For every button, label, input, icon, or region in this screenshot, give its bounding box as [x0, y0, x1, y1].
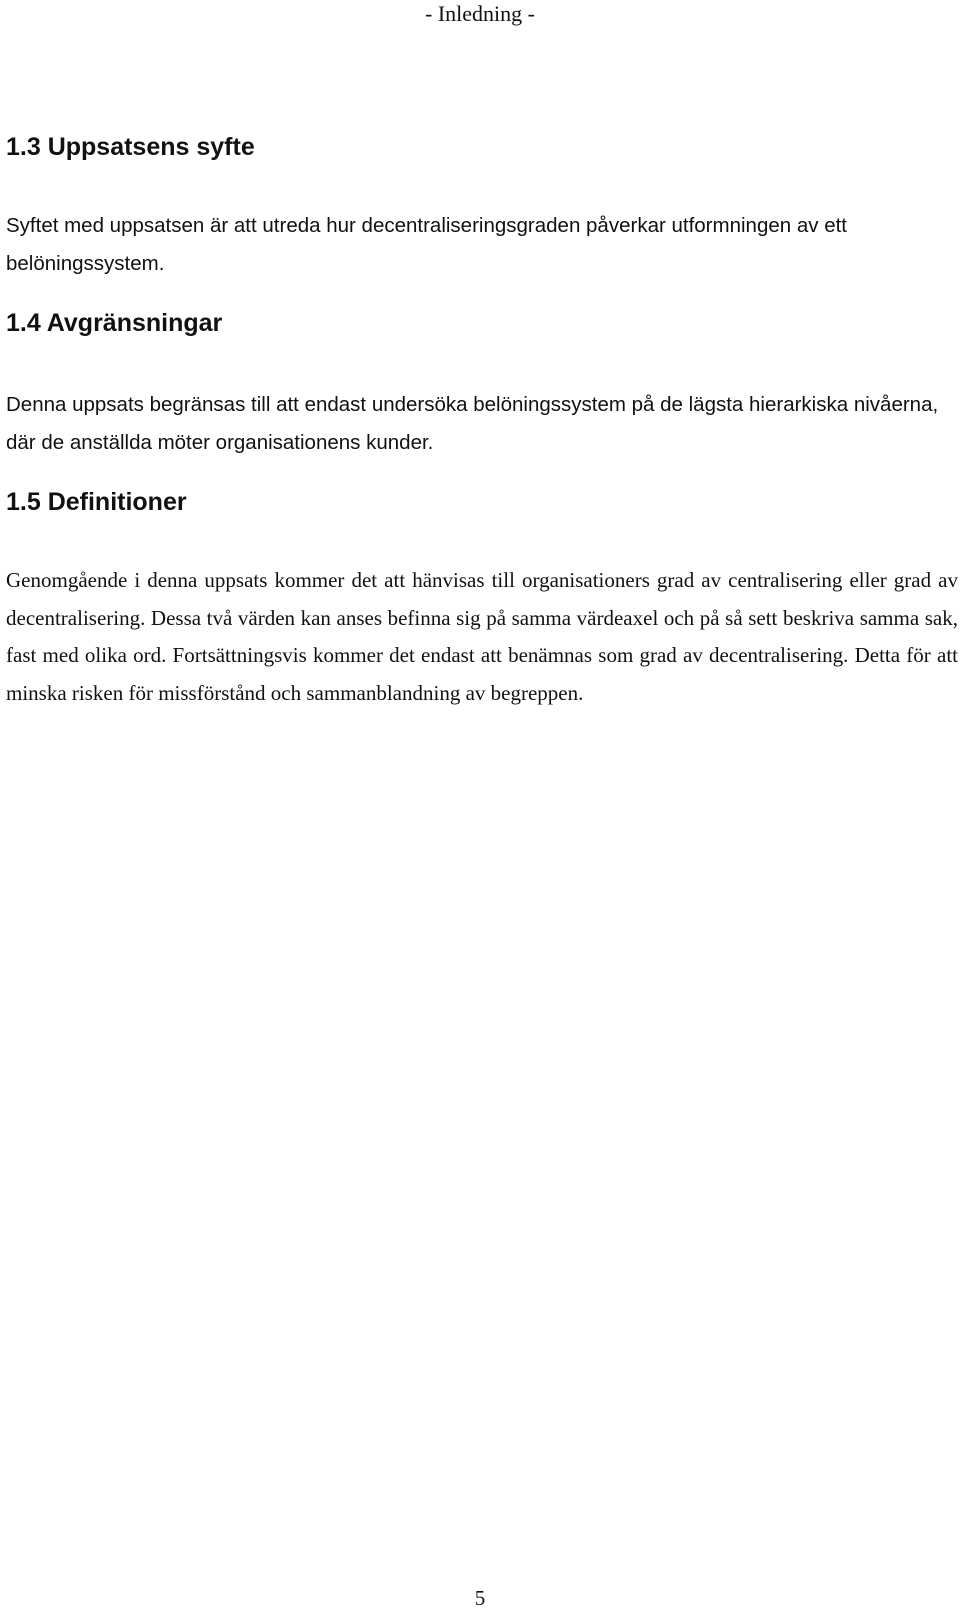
- page-number: 5: [474, 1586, 486, 1610]
- section-paragraph-definitioner: Genomgående i denna uppsats kommer det att hänvisas till organisationers grad av centralisering eller grad av decentralisering. Dessa två värden kan anses befinna sig på samma värdeaxel och på så sett beskriva samma sak, fast med olika ord. Fortsättningsvis kommer det endast att benämnas som grad av decentralisering. Detta för att minska risken för missförstånd och sammanblandning av begreppen.: [6, 568, 958, 705]
- section-paragraph-avgransningar: Denna uppsats begränsas till att endast undersöka belöningssystem på de lägsta hierarkiska nivåerna, där de anställda möter organisationens kunder.: [6, 393, 939, 454]
- section-heading-avgransningar: 1.4 Avgränsningar: [6, 309, 223, 337]
- section-heading-syfte: 1.3 Uppsatsens syfte: [6, 133, 255, 161]
- section-heading-definitioner: 1.5 Definitioner: [6, 488, 187, 516]
- section-paragraph-syfte: Syftet med uppsatsen är att utreda hur decentraliseringsgraden påverkar utformningen av ett belöningssystem.: [6, 214, 847, 275]
- running-header: - Inledning -: [425, 1, 535, 26]
